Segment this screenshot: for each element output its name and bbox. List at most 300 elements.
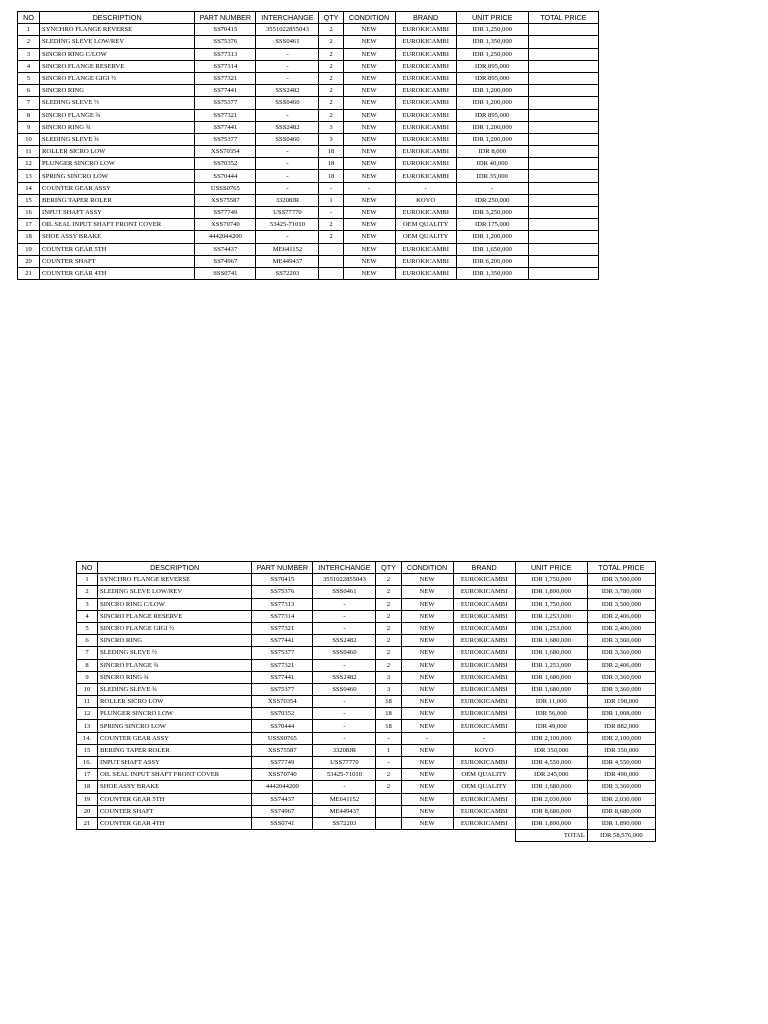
cell-description: SINCRO RING xyxy=(40,85,195,97)
cell-qty: 18 xyxy=(319,158,343,170)
cell-part-number: SS77749 xyxy=(195,207,256,219)
cell-interchange: 53425-71010 xyxy=(313,769,376,781)
table-body xyxy=(18,24,599,280)
cell-total-price xyxy=(528,133,598,145)
cell-unit-price: IDR 8,000 xyxy=(456,146,528,158)
cell-brand: OEM QUALITY xyxy=(395,231,456,243)
cell-no: 6 xyxy=(77,635,98,647)
cell-brand: EUROKICAMBI xyxy=(395,243,456,255)
cell-total-price: IDR 2,406,000 xyxy=(587,610,655,622)
cell-total-price: IDR 3,360,000 xyxy=(587,635,655,647)
cell-interchange: SSS0461 xyxy=(313,586,376,598)
cell-no: 10 xyxy=(77,683,98,695)
table-row xyxy=(18,133,599,145)
cell-description: SINCRO RING xyxy=(98,635,252,647)
cell-no: 6 xyxy=(18,85,40,97)
cell-no: 12 xyxy=(18,158,40,170)
cell-brand: EUROKICAMBI xyxy=(453,696,515,708)
cell-no: 4 xyxy=(18,60,40,72)
cell-condition: NEW xyxy=(343,255,395,267)
table-row xyxy=(77,732,656,744)
cell-brand: OEM QUALITY xyxy=(453,781,515,793)
cell-qty: 2 xyxy=(376,610,401,622)
cell-condition: NEW xyxy=(343,121,395,133)
cell-total-price: IDR 1,890,000 xyxy=(587,817,655,829)
cell-no: 16 xyxy=(18,207,40,219)
cell-qty: 2 xyxy=(319,48,343,60)
cell-description: BERING TAPER ROLER xyxy=(98,744,252,756)
cell-qty: 2 xyxy=(319,24,343,36)
cell-no: 11 xyxy=(18,146,40,158)
cell-brand: EUROKICAMBI xyxy=(453,708,515,720)
table-row xyxy=(18,121,599,133)
table-row xyxy=(18,158,599,170)
cell-total-price: IDR 4,550,000 xyxy=(587,757,655,769)
cell-total-price: IDR 3,500,000 xyxy=(587,574,655,586)
cell-description: COUNTER SHAFT xyxy=(40,255,195,267)
cell-total-price xyxy=(528,255,598,267)
cell-qty: 18 xyxy=(376,720,401,732)
cell-no: 15 xyxy=(77,744,98,756)
cell-interchange: ME449437 xyxy=(313,805,376,817)
cell-no: 20 xyxy=(77,805,98,817)
cell-total-price: IDR 3,360,000 xyxy=(587,671,655,683)
cell-interchange: - xyxy=(256,231,319,243)
table-row xyxy=(77,635,656,647)
cell-part-number: XSS70740 xyxy=(252,769,313,781)
cell-condition: NEW xyxy=(401,598,453,610)
cell-condition: NEW xyxy=(401,610,453,622)
cell-interchange: - xyxy=(256,48,319,60)
table-row xyxy=(77,769,656,781)
cell-part-number: SS70415 xyxy=(252,574,313,586)
cell-brand: EUROKICAMBI xyxy=(453,598,515,610)
cell-total-price: IDR 2,406,000 xyxy=(587,622,655,634)
cell-description: SLEDING SLEVE LOW/REV xyxy=(40,36,195,48)
cell-part-number: SS74967 xyxy=(195,255,256,267)
table-header-row xyxy=(77,562,656,574)
column-header-unit-price: UNIT PRICE xyxy=(515,562,587,574)
cell-interchange: - xyxy=(313,696,376,708)
cell-part-number: SS75377 xyxy=(252,647,313,659)
cell-description: COUNTER GEAR 5TH xyxy=(98,793,252,805)
cell-total-price xyxy=(528,72,598,84)
cell-qty: 18 xyxy=(319,170,343,182)
cell-unit-price: IDR 1,200,000 xyxy=(456,133,528,145)
cell-description: SYNCHRO FLANGE REVERSE xyxy=(98,574,252,586)
cell-condition: NEW xyxy=(401,744,453,756)
cell-qty xyxy=(319,255,343,267)
table-row xyxy=(77,683,656,695)
cell-condition: NEW xyxy=(343,85,395,97)
cell-interchange: - xyxy=(256,170,319,182)
cell-brand: EUROKICAMBI xyxy=(395,146,456,158)
table-row xyxy=(77,574,656,586)
cell-qty: 2 xyxy=(376,647,401,659)
table-row xyxy=(18,72,599,84)
cell-unit-price: IDR 40,000 xyxy=(456,158,528,170)
cell-unit-price: IDR 6,200,000 xyxy=(456,255,528,267)
cell-brand: EUROKICAMBI xyxy=(453,586,515,598)
table-row xyxy=(77,720,656,732)
cell-total-price: IDR 2,406,000 xyxy=(587,659,655,671)
cell-condition: NEW xyxy=(343,231,395,243)
cell-qty: 2 xyxy=(319,72,343,84)
cell-qty: 2 xyxy=(319,109,343,121)
cell-interchange: - xyxy=(256,182,319,194)
cell-brand: EUROKICAMBI xyxy=(395,133,456,145)
cell-no: 13 xyxy=(77,720,98,732)
cell-qty: 18 xyxy=(376,708,401,720)
cell-part-number: USSS0765 xyxy=(252,732,313,744)
table-row xyxy=(77,671,656,683)
cell-interchange: - xyxy=(313,610,376,622)
table-row xyxy=(18,194,599,206)
cell-description: SINCRO FLANGE ¾ xyxy=(40,109,195,121)
price-table-1 xyxy=(17,11,599,280)
cell-part-number: SS74437 xyxy=(195,243,256,255)
column-header-no: NO xyxy=(18,12,40,24)
cell-brand: OEM QUALITY xyxy=(395,219,456,231)
cell-total-price xyxy=(528,97,598,109)
cell-description: COUNTER GEAR 5TH xyxy=(40,243,195,255)
table-row xyxy=(18,207,599,219)
cell-part-number: SS77313 xyxy=(252,598,313,610)
cell-condition: NEW xyxy=(401,696,453,708)
cell-no: 19 xyxy=(18,243,40,255)
cell-interchange: ME641152 xyxy=(256,243,319,255)
cell-interchange: - xyxy=(313,598,376,610)
column-header-total-price: TOTAL PRICE xyxy=(587,562,655,574)
cell-description: SLEDING SLEVE ¾ xyxy=(98,683,252,695)
cell-no: 7 xyxy=(18,97,40,109)
cell-qty: 2 xyxy=(376,635,401,647)
table-row xyxy=(77,586,656,598)
cell-interchange: SS72203 xyxy=(256,267,319,279)
cell-qty: 2 xyxy=(319,231,343,243)
cell-part-number: SS77314 xyxy=(195,60,256,72)
cell-part-number: SS77441 xyxy=(195,121,256,133)
cell-part-number: SS77321 xyxy=(252,622,313,634)
cell-condition: NEW xyxy=(343,36,395,48)
cell-unit-price: IDR 1,350,000 xyxy=(456,36,528,48)
table-header-row xyxy=(18,12,599,24)
column-header-part-number: PART NUMBER xyxy=(195,12,256,24)
cell-brand: EUROKICAMBI xyxy=(453,622,515,634)
cell-description: COUNTER GEAR ASSY xyxy=(98,732,252,744)
cell-qty: - xyxy=(319,182,343,194)
cell-total-price: IDR 3,360,000 xyxy=(587,647,655,659)
table-row xyxy=(18,182,599,194)
cell-interchange: SSS0461 xyxy=(256,36,319,48)
cell-brand: EUROKICAMBI xyxy=(453,793,515,805)
column-header-condition: CONDITION xyxy=(401,562,453,574)
table-row xyxy=(18,231,599,243)
cell-unit-price: IDR 1,250,000 xyxy=(456,48,528,60)
cell-part-number: SS70415 xyxy=(195,24,256,36)
table-row xyxy=(18,267,599,279)
cell-unit-price: IDR 8,680,000 xyxy=(515,805,587,817)
cell-qty: - xyxy=(376,757,401,769)
cell-unit-price: IDR 2,100,000 xyxy=(515,732,587,744)
cell-brand: EUROKICAMBI xyxy=(453,659,515,671)
cell-total-price xyxy=(528,219,598,231)
cell-no: 3 xyxy=(18,48,40,60)
cell-qty: 3 xyxy=(376,671,401,683)
cell-description: COUNTER GEAR 4TH xyxy=(98,817,252,829)
cell-total-price xyxy=(528,207,598,219)
cell-total-price: IDR 3,500,000 xyxy=(587,598,655,610)
cell-brand: EUROKICAMBI xyxy=(395,121,456,133)
cell-no: 14 xyxy=(18,182,40,194)
table-row xyxy=(18,24,599,36)
cell-interchange: SSS2482 xyxy=(313,635,376,647)
cell-interchange: - xyxy=(256,109,319,121)
cell-interchange: SSS0460 xyxy=(313,683,376,695)
column-header-no: NO xyxy=(77,562,98,574)
cell-part-number: XSS75587 xyxy=(252,744,313,756)
cell-part-number: 4442044200 xyxy=(252,781,313,793)
cell-no: 1 xyxy=(77,574,98,586)
cell-interchange: USS77770 xyxy=(256,207,319,219)
cell-interchange: - xyxy=(256,158,319,170)
cell-no: 7 xyxy=(77,647,98,659)
cell-no: 5 xyxy=(18,72,40,84)
cell-no: 21 xyxy=(18,267,40,279)
cell-interchange: ME641152 xyxy=(313,793,376,805)
cell-description: SINCRO FLANGE ¾ xyxy=(98,659,252,671)
cell-description: ROLLER SICRO LOW xyxy=(98,696,252,708)
cell-description: COUNTER SHAFT xyxy=(98,805,252,817)
cell-condition: NEW xyxy=(401,817,453,829)
cell-condition: NEW xyxy=(343,146,395,158)
cell-interchange: - xyxy=(256,72,319,84)
table-row xyxy=(77,659,656,671)
table-row xyxy=(77,598,656,610)
cell-unit-price: IDR 175,000 xyxy=(456,219,528,231)
cell-part-number: SS70352 xyxy=(252,708,313,720)
cell-description: SHOE ASSY BRAKE xyxy=(40,231,195,243)
cell-condition: NEW xyxy=(401,659,453,671)
table-row xyxy=(18,97,599,109)
cell-condition: NEW xyxy=(343,97,395,109)
cell-no: 15 xyxy=(18,194,40,206)
table-row xyxy=(18,109,599,121)
cell-qty: 2 xyxy=(376,659,401,671)
cell-interchange: 33208JR xyxy=(313,744,376,756)
table-row xyxy=(18,146,599,158)
cell-brand: EUROKICAMBI xyxy=(395,85,456,97)
cell-no: 2 xyxy=(77,586,98,598)
column-header-description: DESCRIPTION xyxy=(40,12,195,24)
cell-part-number: SS75376 xyxy=(252,586,313,598)
cell-qty: 2 xyxy=(376,781,401,793)
cell-part-number: SS70352 xyxy=(195,158,256,170)
cell-unit-price: IDR 2,030,000 xyxy=(515,793,587,805)
cell-condition: - xyxy=(401,732,453,744)
cell-interchange: SSS0460 xyxy=(313,647,376,659)
column-header-brand: BRAND xyxy=(453,562,515,574)
cell-brand: EUROKICAMBI xyxy=(453,574,515,586)
cell-condition: NEW xyxy=(401,683,453,695)
cell-brand: EUROKICAMBI xyxy=(453,671,515,683)
cell-description: SINCRO RING C/LOW xyxy=(40,48,195,60)
column-header-brand: BRAND xyxy=(395,12,456,24)
cell-condition: NEW xyxy=(401,781,453,793)
cell-total-price: IDR 2,100,000 xyxy=(587,732,655,744)
cell-total-price xyxy=(528,48,598,60)
cell-description: INPUT SHAFT ASSY xyxy=(98,757,252,769)
table-row xyxy=(18,243,599,255)
price-table-2 xyxy=(76,561,656,842)
cell-unit-price: IDR 1,253,000 xyxy=(515,622,587,634)
cell-condition: NEW xyxy=(401,757,453,769)
table-row xyxy=(77,817,656,829)
column-header-condition: CONDITION xyxy=(343,12,395,24)
cell-total-price: IDR 2,030,000 xyxy=(587,793,655,805)
cell-description: SPRING SINCRO LOW xyxy=(98,720,252,732)
cell-interchange: 3551022855043 xyxy=(313,574,376,586)
cell-qty: 3 xyxy=(319,121,343,133)
cell-description: SINCRO RING ¾ xyxy=(98,671,252,683)
cell-brand: EUROKICAMBI xyxy=(395,207,456,219)
cell-interchange: SS72203 xyxy=(313,817,376,829)
cell-part-number: USSS0765 xyxy=(195,182,256,194)
cell-qty: 1 xyxy=(376,744,401,756)
cell-unit-price: IDR 895,000 xyxy=(456,60,528,72)
cell-unit-price: IDR 1,680,000 xyxy=(515,635,587,647)
cell-no: 2 xyxy=(18,36,40,48)
cell-total-price: IDR 882,000 xyxy=(587,720,655,732)
cell-brand: EUROKICAMBI xyxy=(395,255,456,267)
cell-brand: EUROKICAMBI xyxy=(395,36,456,48)
cell-interchange: - xyxy=(313,659,376,671)
cell-brand: - xyxy=(395,182,456,194)
cell-condition: NEW xyxy=(343,170,395,182)
table-row xyxy=(18,48,599,60)
cell-total-price: IDR 490,000 xyxy=(587,769,655,781)
cell-condition: NEW xyxy=(343,133,395,145)
cell-qty: 2 xyxy=(319,97,343,109)
cell-qty: 2 xyxy=(376,598,401,610)
cell-condition: NEW xyxy=(343,243,395,255)
cell-brand: KOYO xyxy=(453,744,515,756)
cell-interchange: - xyxy=(313,622,376,634)
cell-brand: EUROKICAMBI xyxy=(395,109,456,121)
cell-condition: NEW xyxy=(343,267,395,279)
cell-part-number: XSS70354 xyxy=(252,696,313,708)
cell-brand: EUROKICAMBI xyxy=(395,158,456,170)
cell-part-number: XSS70740 xyxy=(195,219,256,231)
cell-no: 14. xyxy=(77,732,98,744)
cell-total-price xyxy=(528,182,598,194)
table-row xyxy=(77,696,656,708)
table-row xyxy=(77,744,656,756)
cell-part-number: SS77321 xyxy=(195,109,256,121)
cell-unit-price: IDR 1,750,000 xyxy=(515,574,587,586)
cell-total-price xyxy=(528,24,598,36)
cell-part-number: SS75377 xyxy=(195,133,256,145)
cell-interchange: - xyxy=(313,720,376,732)
cell-unit-price: IDR 1,680,000 xyxy=(515,781,587,793)
cell-part-number: SS77749 xyxy=(252,757,313,769)
table-row xyxy=(77,757,656,769)
cell-qty: - xyxy=(319,207,343,219)
cell-interchange: 33208JR xyxy=(256,194,319,206)
column-header-qty: QTY xyxy=(319,12,343,24)
cell-part-number: SS75377 xyxy=(252,683,313,695)
cell-condition: NEW xyxy=(343,60,395,72)
cell-brand: EUROKICAMBI xyxy=(395,60,456,72)
cell-description: PLUNGER SINCRO LOW xyxy=(40,158,195,170)
cell-unit-price: IDR 3,250,000 xyxy=(456,207,528,219)
cell-part-number: SS74437 xyxy=(252,793,313,805)
cell-unit-price: IDR 1,350,000 xyxy=(456,267,528,279)
cell-interchange: SSS2482 xyxy=(256,85,319,97)
cell-no: 19 xyxy=(77,793,98,805)
cell-interchange: SSS0460 xyxy=(256,133,319,145)
total-label: TOTAL xyxy=(515,830,587,842)
cell-condition: NEW xyxy=(343,194,395,206)
cell-brand: EUROKICAMBI xyxy=(453,805,515,817)
cell-part-number: SS74967 xyxy=(252,805,313,817)
cell-qty: 2 xyxy=(376,769,401,781)
cell-unit-price: IDR 1,750,000 xyxy=(515,598,587,610)
cell-total-price: IDR 198,000 xyxy=(587,696,655,708)
cell-description: SHOE ASSY BRAKE xyxy=(98,781,252,793)
cell-qty xyxy=(319,267,343,279)
cell-condition: NEW xyxy=(343,109,395,121)
cell-no: 17 xyxy=(77,769,98,781)
cell-part-number: SS77321 xyxy=(252,659,313,671)
cell-unit-price: IDR 1,200,000 xyxy=(456,121,528,133)
cell-condition: NEW xyxy=(343,158,395,170)
cell-unit-price: IDR 1,680,000 xyxy=(515,671,587,683)
cell-brand: EUROKICAMBI xyxy=(453,720,515,732)
cell-description: COUNTER GEAR 4TH xyxy=(40,267,195,279)
cell-qty: 2 xyxy=(319,36,343,48)
cell-interchange: USS77770 xyxy=(313,757,376,769)
cell-description: SLEDING SLEVE ½ xyxy=(98,647,252,659)
cell-total-price: IDR 1,008,000 xyxy=(587,708,655,720)
cell-part-number: SSS0741 xyxy=(252,817,313,829)
cell-description: SYNCHRO FLANGE REVERSE xyxy=(40,24,195,36)
cell-unit-price: IDR 56,000 xyxy=(515,708,587,720)
cell-description: PLUNGER SINCRO LOW xyxy=(98,708,252,720)
cell-unit-price: IDR 350,000 xyxy=(515,744,587,756)
cell-qty xyxy=(319,243,343,255)
column-header-part-number: PART NUMBER xyxy=(252,562,313,574)
cell-description: SINCRO RING ¾ xyxy=(40,121,195,133)
table-body xyxy=(77,574,656,830)
cell-total-price xyxy=(528,170,598,182)
cell-no: 9 xyxy=(77,671,98,683)
cell-brand: EUROKICAMBI xyxy=(453,635,515,647)
cell-condition: NEW xyxy=(401,671,453,683)
cell-no: 10 xyxy=(18,133,40,145)
cell-total-price xyxy=(528,243,598,255)
table-row xyxy=(18,36,599,48)
cell-condition: NEW xyxy=(401,793,453,805)
cell-unit-price: IDR 4,550,000 xyxy=(515,757,587,769)
cell-total-price xyxy=(528,146,598,158)
cell-total-price xyxy=(528,231,598,243)
table-row xyxy=(18,219,599,231)
column-header-description: DESCRIPTION xyxy=(98,562,252,574)
cell-unit-price: IDR 1,890,000 xyxy=(515,817,587,829)
total-row xyxy=(77,830,656,842)
cell-description: SLEDING SLEVE LOW/REV xyxy=(98,586,252,598)
